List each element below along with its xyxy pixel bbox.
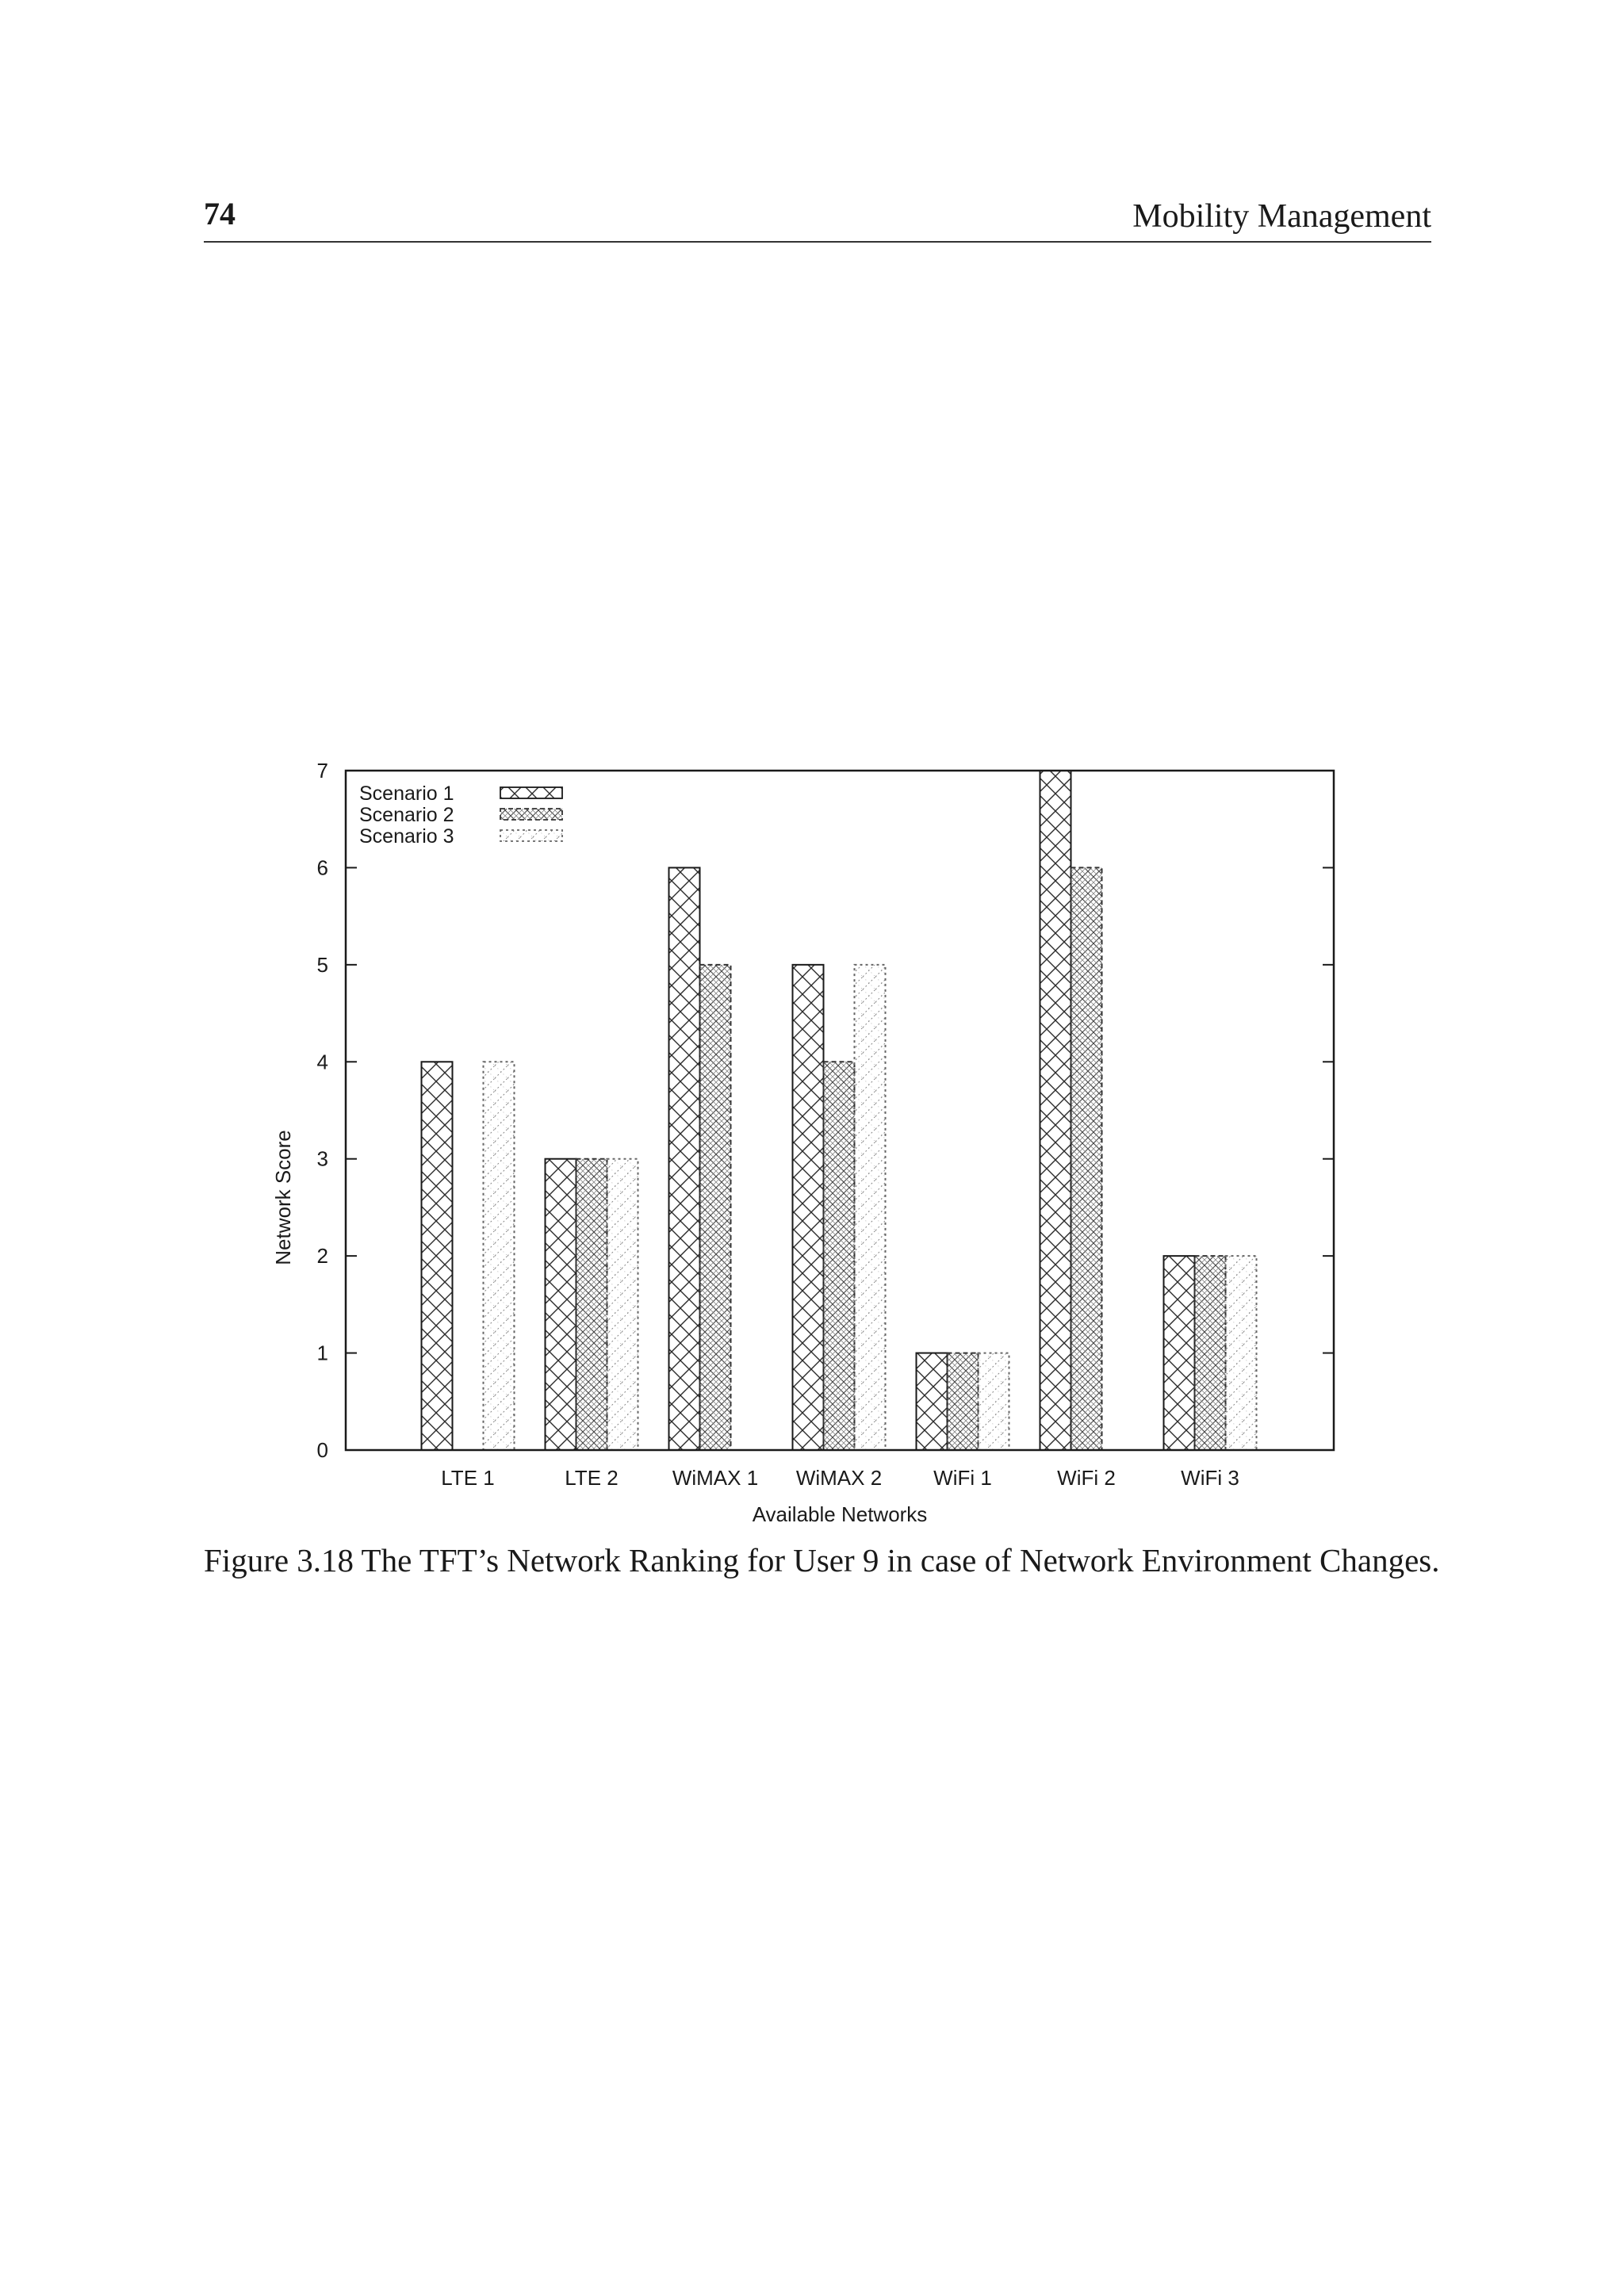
x-tick-label: WiMAX 2	[795, 1466, 883, 1490]
bar-scenario-1-wimax-2	[793, 965, 824, 1450]
bar-scenario-3-wimax-2	[855, 965, 886, 1450]
y-tick-label: 7	[316, 759, 328, 783]
running-head: Mobility Management	[1132, 198, 1431, 235]
legend-label: Scenario 2	[359, 804, 454, 826]
x-tick-label: WiFi 3	[1181, 1466, 1239, 1490]
bar-scenario-1-lte-1	[422, 1062, 453, 1450]
bar-scenario-2-wimax-1	[700, 965, 731, 1450]
page-number: 74	[204, 196, 236, 232]
x-tick-label: WiFi 2	[1057, 1466, 1116, 1490]
y-axis-label: Network Score	[271, 1130, 295, 1265]
bar-scenario-2-wifi-2	[1071, 867, 1102, 1450]
bar-scenario-3-wifi-1	[979, 1353, 1009, 1450]
legend-label: Scenario 1	[359, 783, 454, 805]
y-tick-label: 6	[316, 855, 328, 880]
bar-scenario-3-wifi-3	[1226, 1256, 1257, 1450]
bar-scenario-1-wifi-2	[1040, 771, 1071, 1450]
legend-swatch	[500, 830, 562, 841]
y-tick-label: 2	[316, 1244, 328, 1269]
x-tick-label: LTE 1	[441, 1466, 495, 1490]
y-tick-label: 4	[316, 1050, 328, 1074]
bar-scenario-2-wifi-3	[1195, 1256, 1226, 1450]
bar-scenario-1-lte-2	[546, 1159, 576, 1450]
y-tick-label: 0	[316, 1438, 328, 1462]
bar-scenario-3-lte-2	[607, 1159, 638, 1450]
legend-label: Scenario 3	[359, 825, 454, 848]
y-tick-label: 3	[316, 1146, 328, 1171]
bar-scenario-2-wimax-2	[824, 1062, 855, 1450]
bar-scenario-1-wifi-1	[917, 1353, 948, 1450]
y-tick-label: 5	[316, 952, 328, 977]
bar-scenario-2-wifi-1	[948, 1353, 979, 1450]
bar-scenario-1-wifi-3	[1164, 1256, 1195, 1450]
bar-scenario-1-wimax-1	[669, 867, 700, 1450]
bar-scenario-3-lte-1	[484, 1062, 515, 1450]
x-tick-label: WiMAX 1	[672, 1466, 759, 1490]
bar-scenario-2-lte-2	[576, 1159, 607, 1450]
x-tick-label: LTE 2	[565, 1466, 619, 1490]
x-tick-label: WiFi 1	[933, 1466, 992, 1490]
figure-caption: Figure 3.18 The TFT’s Network Ranking for User 9 in case of Network Environment Changes.	[204, 1542, 1440, 1578]
legend-swatch	[500, 809, 562, 820]
x-axis-label: Available Networks	[752, 1502, 928, 1526]
y-tick-label: 1	[316, 1341, 328, 1365]
legend-swatch	[500, 787, 562, 798]
